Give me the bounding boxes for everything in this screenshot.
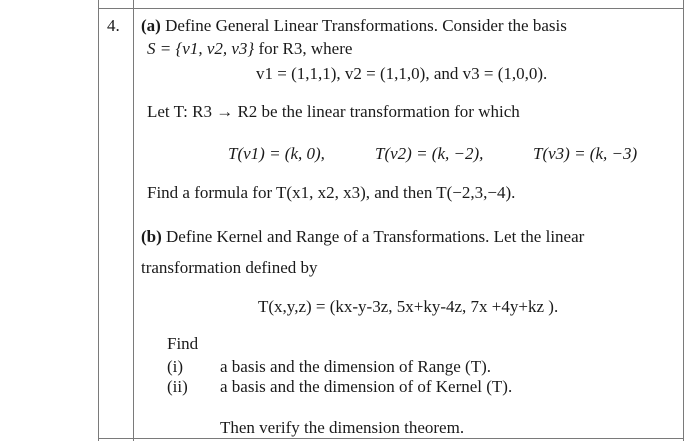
part-a-heading: Define General Linear Transformations. Consider the basis bbox=[165, 16, 567, 35]
list-item-marker: (i) bbox=[167, 357, 184, 376]
part-b-heading-line bbox=[141, 226, 584, 248]
t-of-v3: T(v3) = (k, −3) bbox=[533, 144, 638, 163]
let-transformation-text: Let T: R3 → R2 be the linear transformation for which bbox=[147, 102, 520, 121]
list-item-range: a basis and the dimension of Range (T). bbox=[220, 357, 491, 376]
part-b-heading: Define Kernel and Range of a Transformations. Let the linear bbox=[166, 227, 585, 246]
part-a-label: (a) bbox=[141, 16, 161, 35]
find-formula-text: Find a formula for T(x1, x2, x3), and then T(−2,3,−4). bbox=[147, 183, 516, 202]
table-border-top bbox=[98, 8, 684, 9]
question-number: 4. bbox=[107, 16, 120, 35]
part-a-heading-line bbox=[141, 15, 567, 37]
part-b-label: (b) bbox=[141, 227, 162, 246]
list-item-kernel: a basis and the dimension of of Kernel (T). bbox=[220, 377, 513, 396]
verify-text: Then verify the dimension theorem. bbox=[220, 418, 465, 437]
transformation-definition: T(x,y,z) = (kx-y-3z, 5x+ky-4z, 7x +4y+kz ). bbox=[258, 297, 559, 316]
basis-for-text: for R3, where bbox=[258, 39, 353, 58]
basis-vectors: v1 = (1,1,1), v2 = (1,1,0), and v3 = (1,0,0). bbox=[256, 64, 548, 83]
find-label: Find bbox=[167, 334, 199, 353]
table-border-number-column bbox=[133, 0, 134, 441]
table-border-left bbox=[98, 0, 99, 441]
part-b-heading-line-2: transformation defined by bbox=[141, 258, 318, 277]
table-border-right bbox=[683, 0, 684, 441]
basis-line bbox=[147, 38, 352, 60]
basis-set: S = {v1, v2, v3} bbox=[147, 39, 255, 58]
t-of-v2: T(v2) = (k, −2), bbox=[375, 144, 484, 163]
list-item-marker: (ii) bbox=[167, 377, 188, 396]
t-of-v1: T(v1) = (k, 0), bbox=[228, 144, 325, 163]
